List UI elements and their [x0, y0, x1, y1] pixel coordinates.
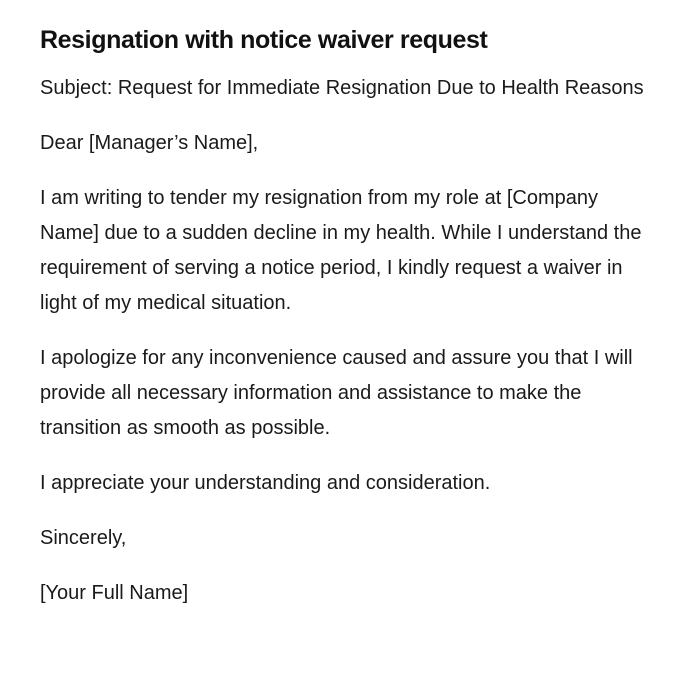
body-paragraph-3: I appreciate your understanding and consideration. [40, 472, 491, 494]
body-paragraph-1: I am writing to tender my resignation from my role at [Company Name] due to a sudden decline in my health. While I understand the requirement of serving a notice period, I kindly request a waiver in light of my medical situation. [40, 187, 642, 314]
closing: Sincerely, [40, 527, 127, 549]
salutation: Dear [Manager’s Name], [40, 132, 259, 154]
document-title: Resignation with notice waiver request [40, 26, 488, 54]
subject-line: Subject: Request for Immediate Resignation Due to Health Reasons [40, 77, 644, 99]
body-paragraph-2: I apologize for any inconvenience caused and assure you that I will provide all necessary information and assistance to make the transition as smooth as possible. [40, 347, 633, 439]
signature-placeholder: [Your Full Name] [40, 582, 189, 604]
